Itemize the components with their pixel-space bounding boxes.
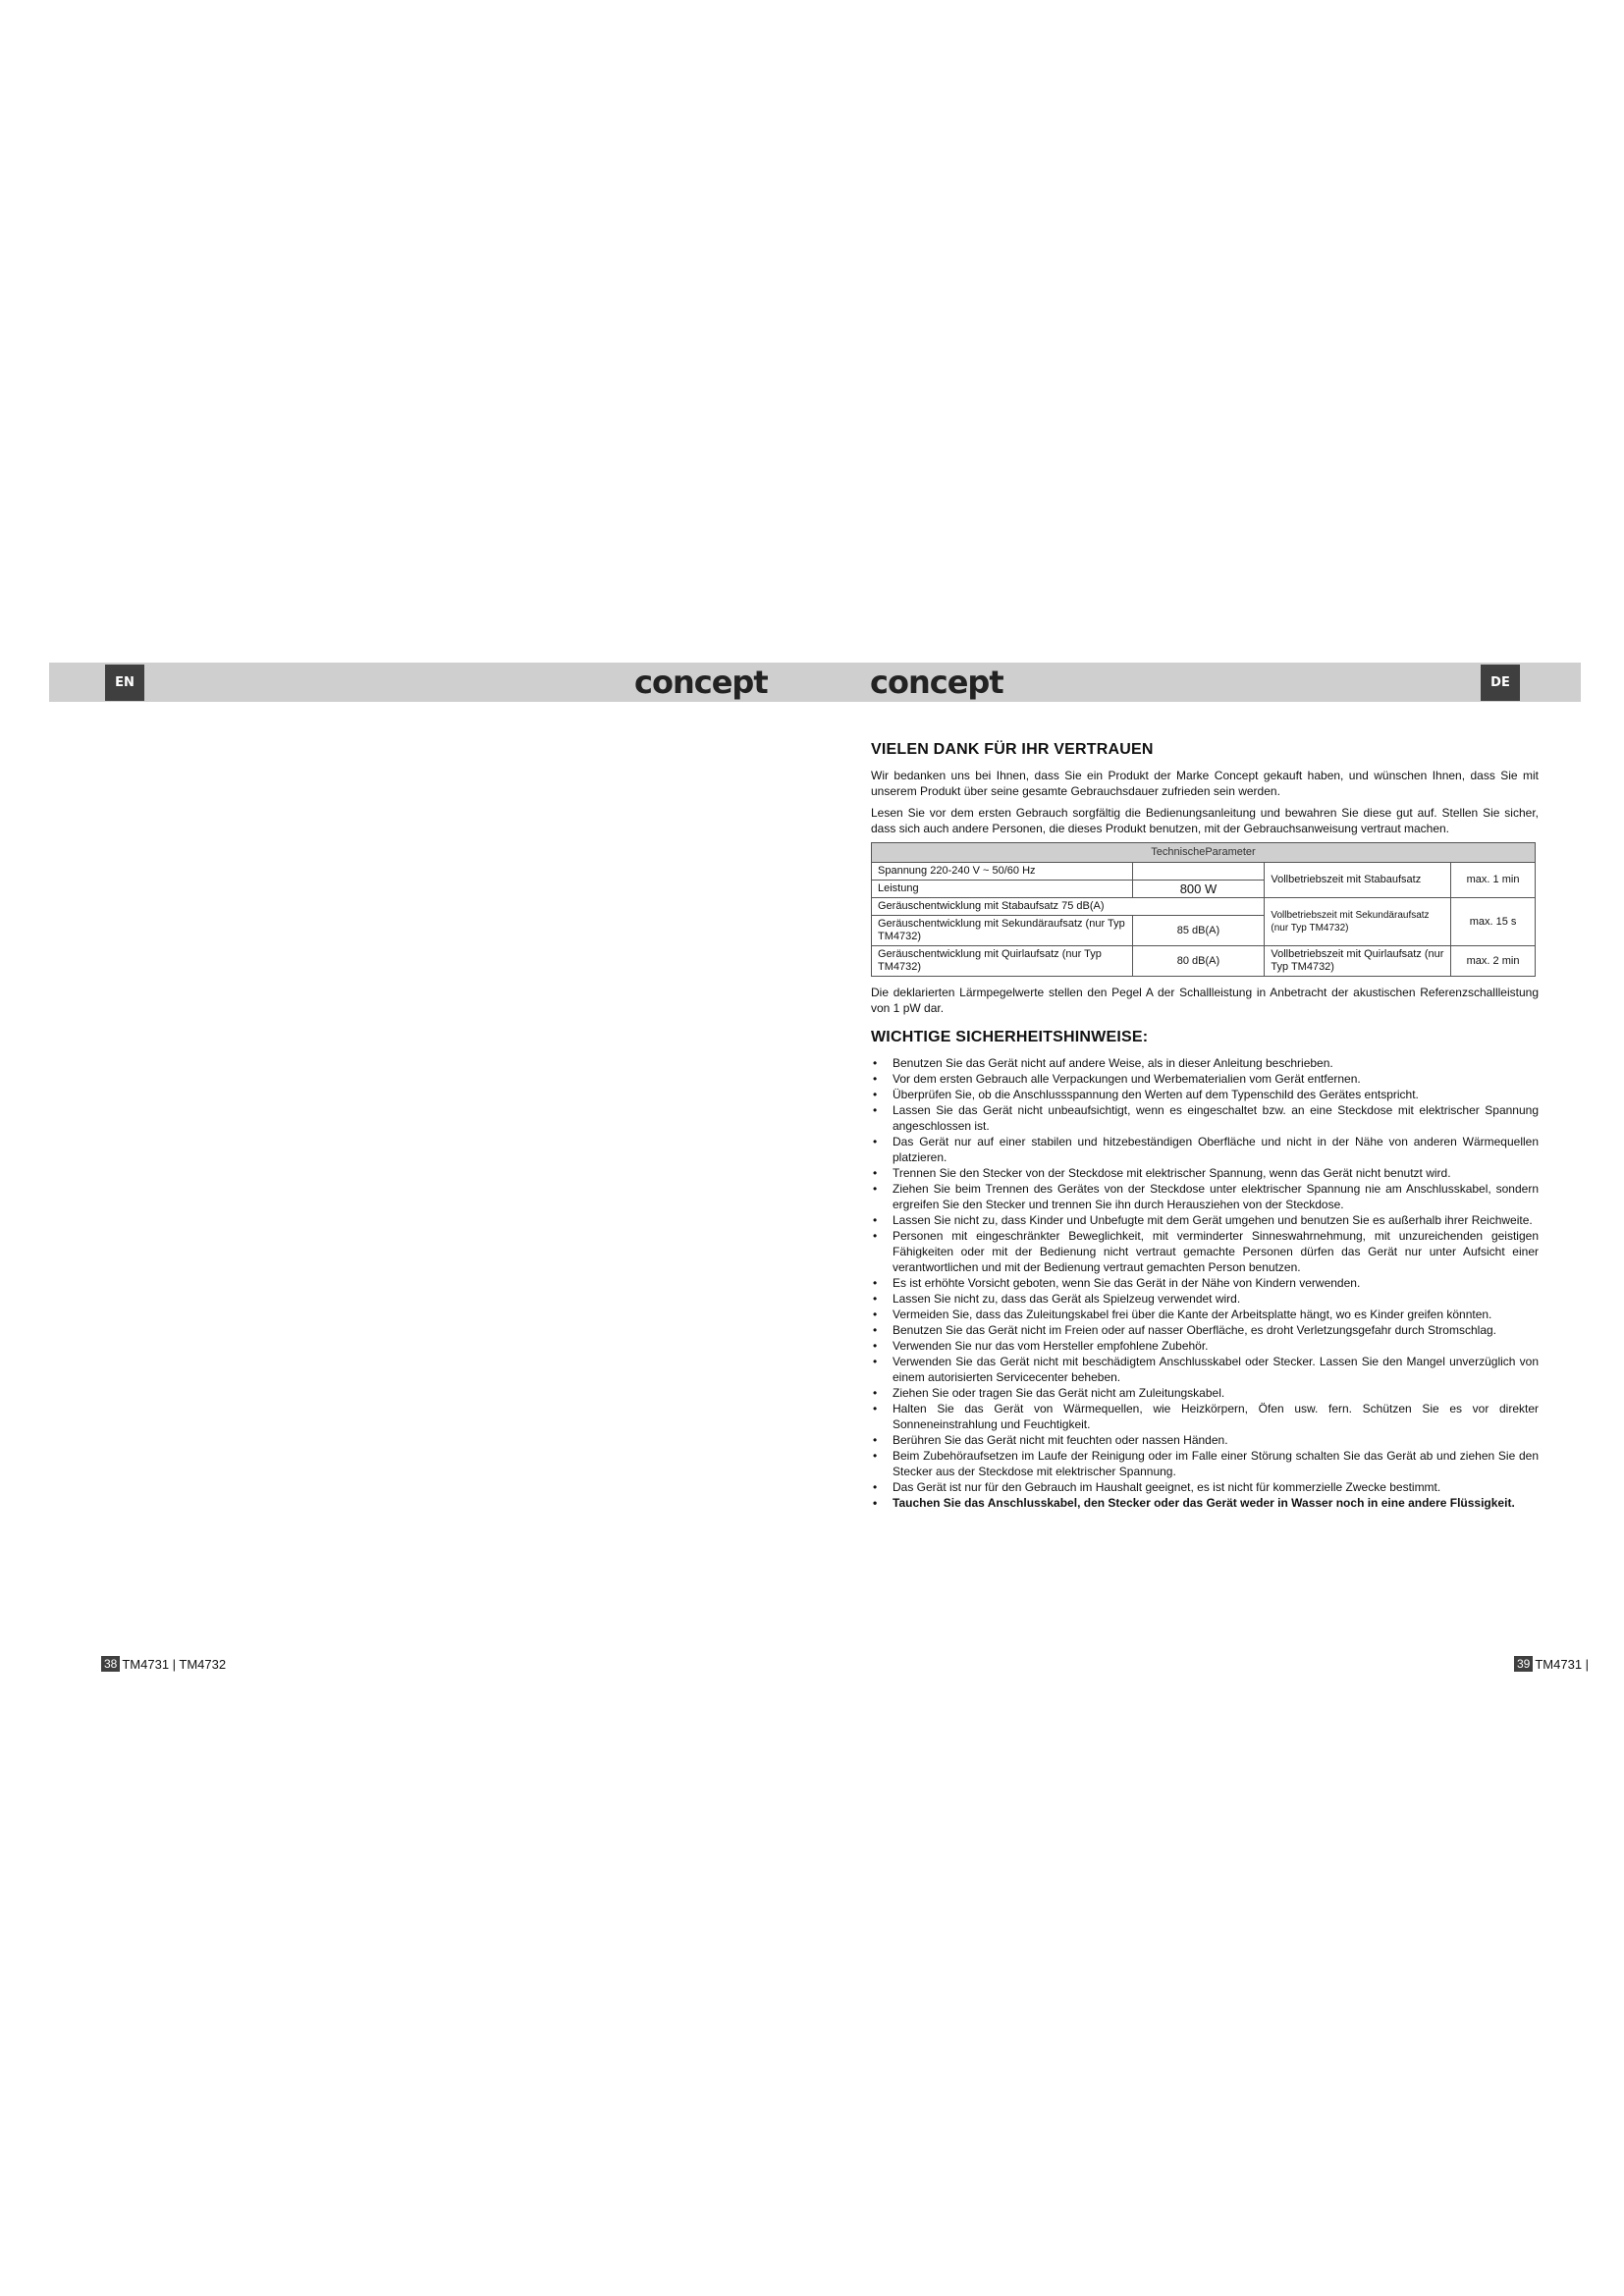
safety-list: [871, 1055, 1539, 1511]
instructions-paragraph: Lesen Sie vor dem ersten Gebrauch sorgfältig die Bedienungsanleitung und bewahren Sie diese gut auf. Stellen Sie sicher, dass sich auch andere Personen, die dieses Produkt benutzen, mit der Gebrauchsanweisung vertraut machen.: [871, 806, 1539, 835]
list-item: • Das Gerät nur auf einer stabilen und hitzebeständigen Oberfläche und nicht in der Nähe von anderen Wärmequellen platzieren.: [871, 1134, 1539, 1165]
list-item: • Ziehen Sie beim Trennen des Gerätes von der Steckdose unter elektrischer Spannung nie am Anschlusskabel, sondern ergreifen Sie den Stecker und trennen Sie ihn durch Herausziehen von der Steckdose.: [871, 1181, 1539, 1212]
voltage-cell: Spannung 220-240 V ~ 50/60 Hz: [872, 863, 1133, 881]
time-sek-label: Vollbetriebszeit mit Sekundäraufsatz (nur Typ TM4732): [1265, 898, 1451, 946]
noise-quirl-value: 80 dB(A): [1132, 946, 1265, 977]
intro-paragraph: Wir bedanken uns bei Ihnen, dass Sie ein Produkt der Marke Concept gekauft haben, und wünschen Ihnen, dass Sie mit unserem Produkt über seine gesamte Gebrauchsdauer zufrieden sein werden.: [871, 769, 1539, 798]
time-sek-value: max. 15 s: [1451, 898, 1536, 946]
time-quirl-label: Vollbetriebszeit mit Quirlaufsatz (nur Typ TM4732): [1265, 946, 1451, 977]
footer-models-left: TM4731 | TM4732: [122, 1656, 227, 1672]
time-stab-label: Vollbetriebszeit mit Stabaufsatz: [1265, 863, 1451, 898]
list-item: • Benutzen Sie das Gerät nicht im Freien oder auf nasser Oberfläche, es droht Verletzungsgefahr durch Stromschlag.: [871, 1322, 1539, 1338]
brand-logo-right: concept: [870, 664, 1003, 701]
list-item: • Das Gerät ist nur für den Gebrauch im Haushalt geeignet, es ist nicht für kommerzielle Zwecke bestimmt.: [871, 1479, 1539, 1495]
voltage-empty-cell: [1132, 863, 1265, 881]
list-item: • Personen mit eingeschränkter Beweglichkeit, mit verminderter Sinneswahrnehmung, mit unzureichenden geistigen Fähigkeiten oder mit der Bedienung nicht vertraut gemachte Personen dürfen das Gerät nur unter Aufsicht einer verantwortlichen und mit der Bedienung vertraut gemachten Person benutzen.: [871, 1228, 1539, 1275]
list-item: • Ziehen Sie oder tragen Sie das Gerät nicht am Zuleitungskabel.: [871, 1385, 1539, 1401]
power-value: 800 W: [1132, 881, 1265, 898]
list-item: • Lassen Sie nicht zu, dass Kinder und Unbefugte mit dem Gerät umgehen und benutzen Sie es außerhalb ihrer Reichweite.: [871, 1212, 1539, 1228]
noise-quirl-label: Geräuschentwicklung mit Quirlaufsatz (nur Typ TM4732): [872, 946, 1133, 977]
noise-sek-value: 85 dB(A): [1132, 916, 1265, 946]
list-item: • Es ist erhöhte Vorsicht geboten, wenn Sie das Gerät in der Nähe von Kindern verwenden.: [871, 1275, 1539, 1291]
noise-sek-label: Geräuschentwicklung mit Sekundäraufsatz (nur Typ TM4732): [872, 916, 1133, 946]
noise-note: Die deklarierten Lärmpegelwerte stellen den Pegel A der Schallleistung in Anbetracht der akustischen Referenzschallleistung von 1 pW dar.: [871, 986, 1539, 1015]
time-stab-value: max. 1 min: [1451, 863, 1536, 898]
header-bar: [49, 663, 1581, 702]
noise-stab-cell: Geräuschentwicklung mit Stabaufsatz 75 dB(A): [872, 898, 1265, 916]
list-item-warning: • Tauchen Sie das Anschlusskabel, den Stecker oder das Gerät weder in Wasser noch in eine andere Flüssigkeit.: [871, 1495, 1539, 1511]
page-number-right: 39: [1514, 1656, 1533, 1672]
technical-parameters-table: [871, 842, 1536, 977]
list-item: • Halten Sie das Gerät von Wärmequellen, wie Heizkörpern, Öfen usw. fern. Schützen Sie es vor direkter Sonneneinstrahlung und Feuchtigkeit.: [871, 1401, 1539, 1432]
heading-safety: WICHTIGE SICHERHEITSHINWEISE:: [871, 1029, 1149, 1045]
page-content-de: [871, 742, 1539, 1511]
footer-models-right: TM4731 |: [1535, 1656, 1590, 1672]
list-item: • Lassen Sie nicht zu, dass das Gerät als Spielzeug verwendet wird.: [871, 1291, 1539, 1307]
page-number-left: 38: [101, 1656, 120, 1672]
list-item: • Vermeiden Sie, dass das Zuleitungskabel frei über die Kante der Arbeitsplatte hängt, wo es Kinder greifen könnten.: [871, 1307, 1539, 1322]
footer-left: [101, 1656, 226, 1672]
list-item: • Berühren Sie das Gerät nicht mit feuchten oder nassen Händen.: [871, 1432, 1539, 1448]
brand-logo-left: concept: [634, 664, 768, 701]
list-item: • Vor dem ersten Gebrauch alle Verpackungen und Werbematerialien vom Gerät entfernen.: [871, 1071, 1539, 1087]
list-item: • Verwenden Sie nur das vom Hersteller empfohlene Zubehör.: [871, 1338, 1539, 1354]
power-label: Leistung: [872, 881, 1133, 898]
table-title: TechnischeParameter: [872, 843, 1536, 863]
footer-right: [1514, 1656, 1589, 1672]
language-badge-de: DE: [1481, 665, 1520, 701]
list-item: • Trennen Sie den Stecker von der Steckdose mit elektrischer Spannung, wenn das Gerät nicht benutzt wird.: [871, 1165, 1539, 1181]
list-item: • Lassen Sie das Gerät nicht unbeaufsichtigt, wenn es eingeschaltet bzw. an eine Steckdose mit elektrischer Spannung angeschlossen ist.: [871, 1102, 1539, 1134]
list-item: • Verwenden Sie das Gerät nicht mit beschädigtem Anschlusskabel oder Stecker. Lassen Sie den Mangel unverzüglich von einem autorisierten Servicecenter beheben.: [871, 1354, 1539, 1385]
list-item: • Überprüfen Sie, ob die Anschlussspannung den Werten auf dem Typenschild des Gerätes entspricht.: [871, 1087, 1539, 1102]
heading-thanks: VIELEN DANK FÜR IHR VERTRAUEN: [871, 741, 1154, 758]
language-badge-en: EN: [105, 665, 144, 701]
list-item: • Benutzen Sie das Gerät nicht auf andere Weise, als in dieser Anleitung beschrieben.: [871, 1055, 1539, 1071]
time-quirl-value: max. 2 min: [1451, 946, 1536, 977]
list-item: • Beim Zubehöraufsetzen im Laufe der Reinigung oder im Falle einer Störung schalten Sie das Gerät ab und ziehen Sie den Stecker aus der Steckdose mit elektrischer Spannung.: [871, 1448, 1539, 1479]
